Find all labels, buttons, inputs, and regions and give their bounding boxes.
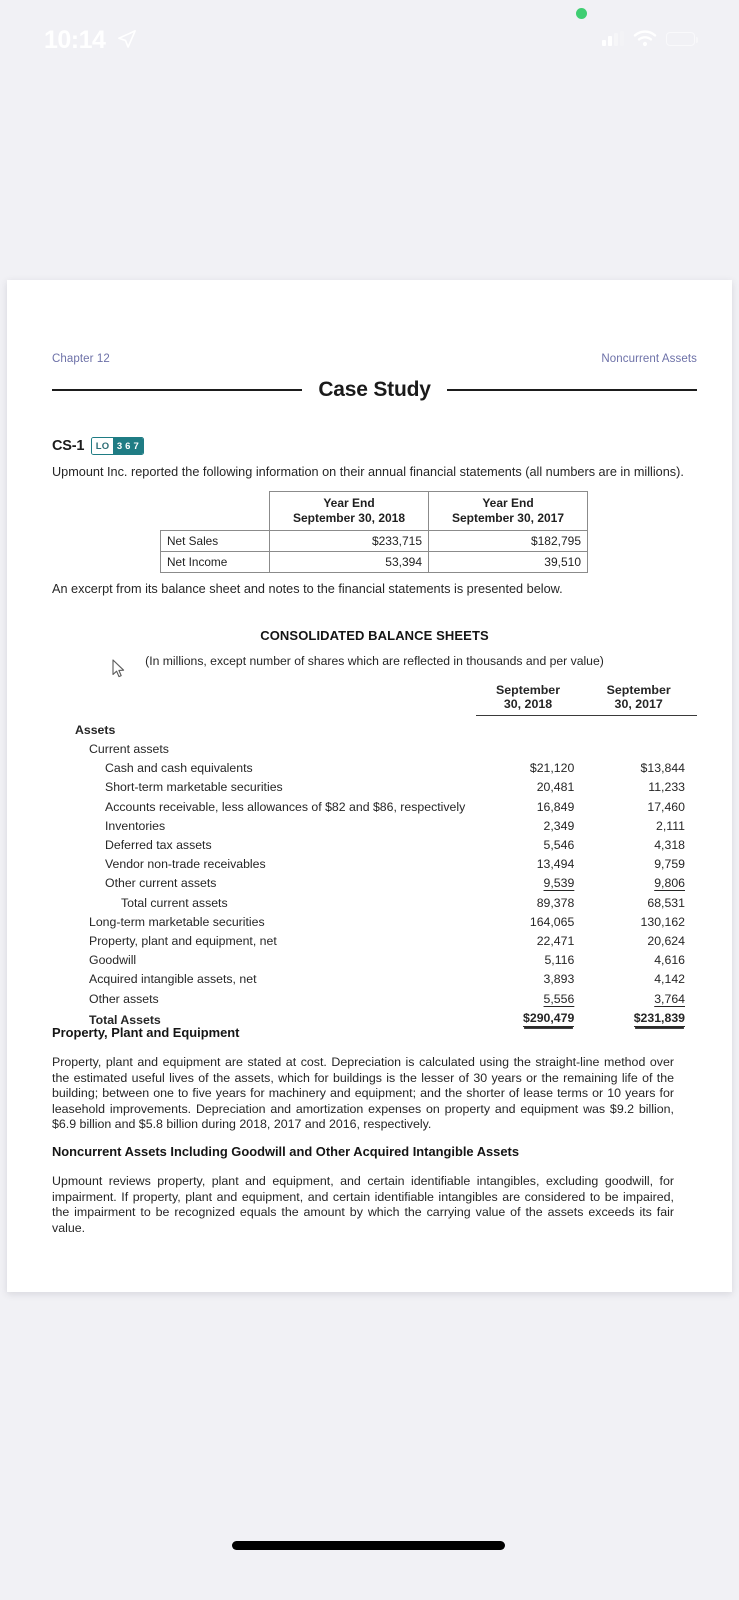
- location-arrow-icon: [118, 30, 136, 48]
- summary-table-header-row: [161, 492, 588, 531]
- balance-sheet-row-label: Total Assets: [89, 1012, 161, 1027]
- lo-badge-label: LO: [92, 438, 113, 454]
- case-study-heading: [52, 378, 697, 402]
- balance-sheet-row-label: Acquired intangible assets, net: [89, 972, 257, 987]
- value-with-rule: 3,764: [654, 991, 685, 1006]
- status-bar: [0, 0, 739, 78]
- balance-sheet-row-value-2017: 4,318: [654, 838, 685, 852]
- table-row: [75, 874, 697, 893]
- balance-sheet-row-value-2017: [586, 989, 697, 1008]
- balance-sheet-row-label: Cash and cash equivalents: [105, 761, 253, 776]
- balance-sheet-rows: [75, 720, 697, 1029]
- excerpt-paragraph: An excerpt from its balance sheet and notes to the financial statements is presented below.: [52, 582, 563, 596]
- balance-sheet-row-label: Long-term marketable securities: [89, 914, 265, 929]
- value-with-rule: 9,806: [654, 876, 685, 891]
- col-header-line2: 30, 2018: [503, 697, 553, 712]
- table-row: [75, 951, 697, 970]
- balance-sheet-col-header-2017: [586, 680, 697, 715]
- document-page[interactable]: [7, 280, 732, 1292]
- table-row: [75, 912, 697, 931]
- note-heading-noncurrent-assets: Noncurrent Assets Including Goodwill and Other Acquired Intangible Assets: [52, 1144, 519, 1159]
- wifi-icon: [633, 30, 657, 47]
- table-row: [161, 531, 588, 552]
- summary-header-2017-line2: September 30, 2017: [451, 511, 565, 525]
- balance-sheet-row-value-2017: 17,460: [647, 799, 685, 814]
- balance-sheet-row-value-2017: 130,162: [640, 914, 685, 929]
- summary-header-2017: [429, 492, 588, 531]
- balance-sheet-row-label: Goodwill: [89, 953, 137, 968]
- balance-sheet-row-label: Assets: [75, 722, 116, 737]
- running-head-left: Chapter 12: [52, 353, 110, 365]
- home-indicator-bar[interactable]: [232, 1541, 505, 1550]
- value-with-double-rule: $231,839: [633, 1010, 685, 1025]
- balance-sheet-col-header-2018: [476, 680, 587, 715]
- table-row: [75, 931, 697, 950]
- balance-sheet-row-value-2017: 11,233: [648, 780, 685, 795]
- col-header-line1: September: [606, 682, 671, 697]
- col-header-line2: 30, 2017: [614, 697, 663, 712]
- value-with-rule: 9,539: [543, 876, 575, 891]
- balance-sheet-row-value-2018: 5,546: [543, 838, 575, 852]
- summary-row-value-2018: 53,394: [270, 552, 429, 573]
- summary-row-label: Net Income: [161, 552, 270, 573]
- learning-objective-badge: [91, 437, 144, 455]
- summary-row-value-2018: $233,715: [270, 531, 429, 552]
- running-head-right: Noncurrent Assets: [601, 353, 697, 365]
- balance-sheet-row-value-2018: 164,065: [529, 914, 575, 929]
- balance-sheet-row-value-2017: 2,111: [656, 818, 685, 833]
- balance-sheet-row-label: Vendor non-trade receivables: [105, 857, 266, 872]
- summary-table: [160, 491, 588, 573]
- balance-sheet-row-value-2018: 89,378: [536, 895, 575, 910]
- intro-paragraph: Upmount Inc. reported the following information on their annual financial statements (all numbers are in millions).: [52, 465, 684, 479]
- balance-sheet-row-label: Property, plant and equipment, net: [89, 933, 277, 948]
- balance-sheet-header-row: [75, 680, 697, 715]
- summary-row-value-2017: 39,510: [429, 552, 588, 573]
- table-row: [75, 893, 697, 912]
- balance-sheet-row-value-2018: 20,481: [536, 780, 575, 795]
- table-row: [75, 778, 697, 797]
- balance-sheet-title: CONSOLIDATED BALANCE SHEETS: [260, 628, 489, 643]
- table-row: [75, 989, 697, 1008]
- summary-row-value-2017: $182,795: [429, 531, 588, 552]
- value-with-double-rule: $290,479: [523, 1010, 575, 1025]
- table-row: [75, 816, 697, 835]
- balance-sheet-row-value-2018: 22,471: [536, 933, 575, 948]
- summary-header-2018-line1: Year End: [323, 496, 375, 510]
- balance-sheet-row-label: Accounts receivable, less allowances of $82 and $86, respectively: [105, 799, 466, 814]
- heading-rule-left: [52, 389, 302, 392]
- exercise-label-row: [52, 437, 144, 455]
- table-row: [75, 855, 697, 874]
- balance-sheet-subtitle: (In millions, except number of shares which are reflected in thousands and per value): [145, 654, 604, 668]
- balance-sheet-row-value-2017: $13,844: [640, 761, 685, 776]
- balance-sheet-row-value-2018: 13,494: [536, 857, 575, 872]
- balance-sheet-row-label: Inventories: [105, 818, 166, 833]
- balance-sheet-row-value-2017: 4,142: [654, 972, 685, 987]
- summary-header-2018: [270, 492, 429, 531]
- table-row: [75, 835, 697, 854]
- balance-sheet-row-value-2018: [476, 720, 587, 739]
- balance-sheet-header-blank: [75, 680, 476, 715]
- table-row: [75, 739, 697, 758]
- balance-sheet-row-value-2018: [476, 989, 587, 1008]
- balance-sheet-row-value-2017: 68,531: [647, 895, 685, 910]
- running-head: [52, 353, 697, 365]
- table-row: [75, 797, 697, 816]
- balance-sheet-row-value-2017: 20,624: [647, 933, 685, 948]
- table-row: [75, 970, 697, 989]
- balance-sheet-row-label: Total current assets: [121, 895, 228, 910]
- balance-sheet-row-label: Other current assets: [105, 876, 217, 891]
- balance-sheet-row-value-2017: [586, 874, 697, 893]
- cellular-signal-icon: [602, 32, 624, 46]
- summary-header-blank: [161, 492, 270, 531]
- balance-sheet-row-value-2018: [476, 739, 587, 758]
- balance-sheet-row-value-2018: 5,116: [544, 953, 575, 968]
- balance-sheet-row-value-2017: 4,616: [654, 953, 685, 968]
- table-row: [161, 552, 588, 573]
- section-title: Case Study: [318, 378, 431, 401]
- balance-sheet-row-value-2017: [586, 720, 697, 739]
- balance-sheet-row-value-2018: [476, 874, 587, 893]
- balance-sheet-row-value-2018: 3,893: [543, 972, 575, 987]
- status-bar-time: 10:14: [44, 26, 106, 54]
- col-header-line1: September: [495, 682, 561, 697]
- balance-sheet-row-value-2018: 16,849: [536, 799, 575, 814]
- exercise-code: CS-1: [52, 438, 85, 454]
- balance-sheet-row-value-2018: 2,349: [543, 818, 575, 833]
- balance-sheet-row-value-2018: $21,120: [529, 761, 575, 776]
- status-bar-indicators: [602, 30, 695, 47]
- table-row: [75, 720, 697, 739]
- summary-row-label: Net Sales: [161, 531, 270, 552]
- balance-sheet-row-value-2017: [586, 739, 697, 758]
- note-body-noncurrent-assets: Upmount reviews property, plant and equipment, and certain identifiable intangibles, excluding goodwill, for impairment. If property, plant and equipment, and certain identifiable intangibles are considered to be impaired, the impairment to be recognized equals the amount by which the carrying value of the assets exceeds its fair value.: [52, 1174, 674, 1235]
- lo-badge-numbers: 3 6 7: [113, 438, 143, 454]
- value-with-rule: 5,556: [543, 991, 575, 1006]
- table-row: [75, 759, 697, 778]
- balance-sheet-row-value-2017: 9,759: [654, 857, 685, 872]
- summary-header-2017-line1: Year End: [482, 496, 534, 510]
- recording-dot-icon: [576, 8, 587, 19]
- note-heading-ppe: Property, Plant and Equipment: [52, 1025, 240, 1040]
- heading-rule-right: [447, 389, 697, 392]
- balance-sheet-row-label: Other assets: [89, 991, 159, 1006]
- mouse-pointer-icon: [112, 659, 126, 678]
- battery-icon: [666, 32, 695, 46]
- balance-sheet-row-label: Deferred tax assets: [105, 838, 212, 852]
- balance-sheet-row-label: Short-term marketable securities: [105, 780, 283, 795]
- balance-sheet-row-label: Current assets: [89, 742, 169, 757]
- balance-sheet-header: [75, 680, 697, 720]
- note-body-ppe: Property, plant and equipment are stated at cost. Depreciation is calculated using the straight-line method over the estimated useful lives of the assets, which for buildings is the lesser of 30 years or the remaining life of the building; between one to five years for machinery and equipment; and the shorter of lease terms or 10 years for leasehold improvements. Depreciation and amortization expenses on property and equipment was $9.2 billion, $6.9 billion and $5.8 billion during 2018, 2017 and 2016, respectively.: [52, 1055, 674, 1132]
- summary-header-2018-line2: September 30, 2018: [292, 511, 406, 525]
- balance-sheet-table: [75, 680, 697, 1029]
